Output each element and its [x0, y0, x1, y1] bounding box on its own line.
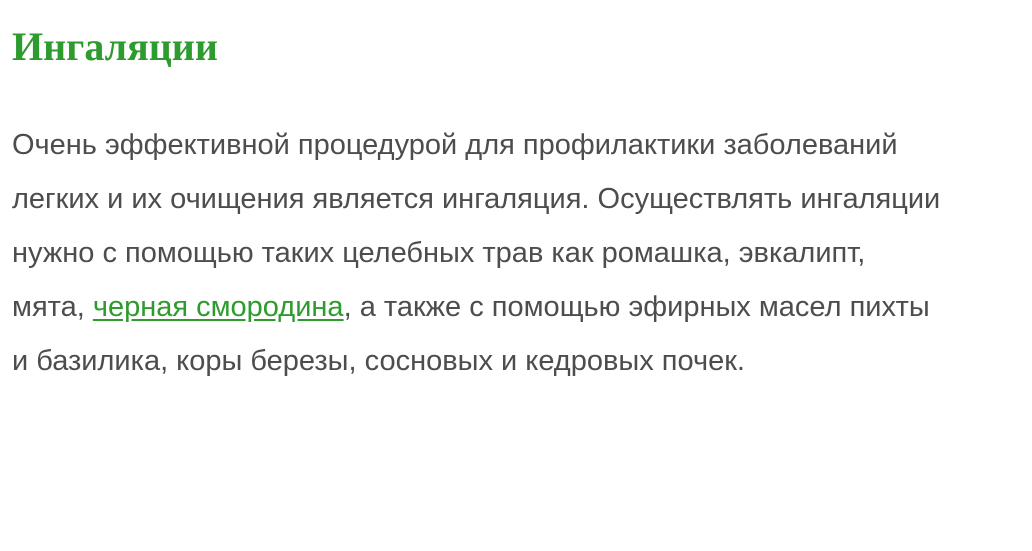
paragraph-text-after-link: , а также с помощью эфирных масел пихты и базилика, коры березы, сосновых и кедровых почек.	[12, 291, 930, 377]
black-currant-link[interactable]: черная смородина	[92, 291, 344, 323]
paragraph-text-before-link: Очень эффективной процедурой для профилактики заболеваний легких и их очищения является ингаляция. Осуществлять ингаляции нужно с помощью таких целебных трав как ромашка, эвкалипт, мята,	[12, 129, 941, 323]
page-title: Ингаляции	[12, 24, 218, 69]
article-paragraph	[12, 118, 942, 388]
